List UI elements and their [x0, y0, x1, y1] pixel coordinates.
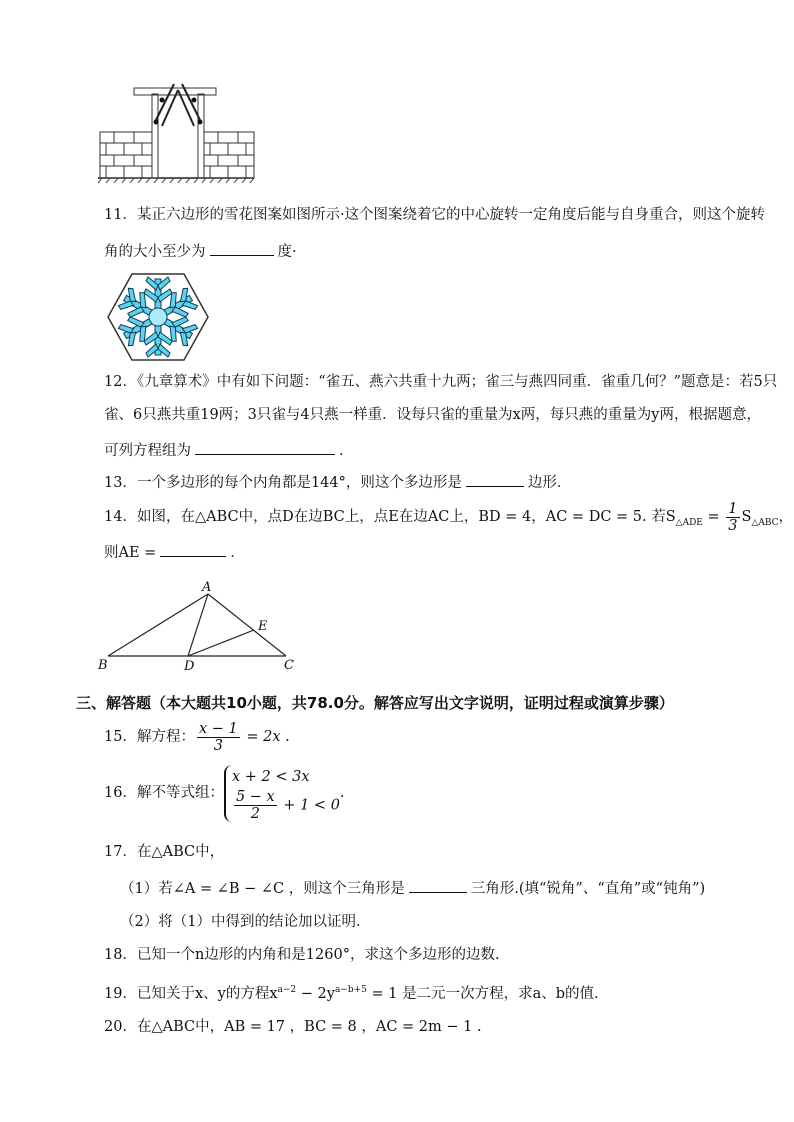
q15-denominator: 3	[213, 737, 223, 754]
question-14-comma: ，	[778, 509, 794, 525]
answer-blank-17[interactable]	[409, 876, 467, 893]
vertex-b-label: B	[98, 658, 108, 672]
question-11-line1: 11．某正六边形的雪花图案如图所示·这个图案绕着它的中心旋转一定角度后能与自身重合，则这个旋转	[104, 207, 766, 223]
exponent-y: a−b+5	[334, 985, 367, 995]
section-3-heading: 三、解答题（本大题共10小题，共78.0分。解答应写出文字说明，证明过程或演算步骤）	[76, 694, 674, 712]
snowflake-figure	[106, 272, 210, 362]
question-13-text: 13．一个多边形的每个内角都是144°，则这个多边形是	[104, 475, 462, 491]
question-11-unit: 度·	[277, 244, 297, 260]
q15-numerator: x − 1	[198, 720, 238, 737]
question-17-part1-text: （1）若∠A = ∠B − ∠C ，则这个三角形是	[120, 881, 405, 897]
question-16	[104, 760, 345, 826]
question-12-end: ．	[339, 443, 354, 459]
fraction-numerator: 1	[728, 500, 738, 517]
question-14-end: ．	[230, 545, 245, 561]
question-19-text: 19．已知关于x、y的方程x	[104, 985, 278, 1002]
question-18: 18．已知一个n边形的内角和是1260°，求这个多边形的边数.	[104, 947, 500, 963]
q16-fraction	[234, 789, 277, 822]
area-subscript-abc: △ABC	[751, 517, 779, 528]
q15-rhs: = 2x .	[241, 729, 290, 745]
question-12-line2: 雀、6只燕共重19两；3只雀与4只燕一样重．设每只雀的重量为x两，每只燕的重量为y两，根据题意，	[104, 407, 761, 423]
answer-blank-14[interactable]	[160, 540, 226, 557]
answer-blank-13[interactable]	[466, 470, 524, 487]
point-e-label: E	[258, 619, 268, 634]
question-15-text: 15．解方程：	[104, 729, 195, 745]
question-20: 20．在△ABC中，AB = 17 ，BC = 8 ，AC = 2m − 1 .	[104, 1019, 482, 1035]
side-ac	[208, 594, 286, 656]
exponent-x: a−2	[277, 985, 297, 995]
point-d-label: D	[184, 659, 195, 672]
question-17-part2: （2）将（1）中得到的结论加以证明.	[120, 914, 361, 930]
side-ab	[108, 594, 208, 656]
segment-ad	[188, 594, 208, 656]
question-12-line3	[104, 438, 354, 461]
triangle-figure	[96, 580, 308, 672]
question-15	[104, 720, 290, 754]
inequality-2	[232, 789, 340, 822]
question-17-head: 17．在△ABC中，	[104, 844, 225, 860]
q15-fraction	[197, 721, 240, 754]
question-12-text: 可列方程组为	[104, 443, 191, 459]
question-13-end: 边形．	[527, 475, 572, 491]
question-16-text: 16．解不等式组：	[104, 785, 224, 801]
area-symbol: S	[741, 509, 752, 525]
question-13	[104, 470, 571, 493]
q16-denominator: 2	[250, 805, 260, 822]
question-11-text: 角的大小至少为	[104, 244, 206, 260]
answer-blank-11[interactable]	[210, 239, 274, 256]
inequality-1: x + 2 < 3x	[231, 768, 310, 785]
q16-rhs: + 1 < 0	[278, 797, 340, 813]
question-17-part1-end: 三角形.(填“锐角”、“直角”或“钝角”)	[470, 881, 706, 897]
area-subscript-ade: △ADE	[675, 517, 703, 528]
question-11-line2	[104, 239, 297, 262]
question-14-line1	[104, 500, 793, 540]
question-16-end: .	[339, 785, 345, 801]
question-14-ask: 则AE =	[104, 545, 157, 561]
question-19	[104, 980, 599, 1004]
segment-de	[188, 630, 254, 656]
gate-figure	[96, 80, 256, 184]
q16-numerator: 5 − x	[235, 788, 275, 805]
equals-sign: =	[702, 509, 725, 525]
answer-blank-12[interactable]	[195, 438, 335, 455]
question-17-part1	[120, 876, 705, 899]
question-19-mid: − 2y	[296, 985, 335, 1002]
inequality-system	[224, 765, 340, 822]
vertex-c-label: C	[284, 658, 294, 672]
fraction-one-third	[726, 501, 739, 534]
vertex-a-label: A	[202, 580, 212, 595]
question-12-line1: 12．《九章算术》中有如下问题：“雀五、燕六共重十九两；雀三与燕四同重．雀重几何？”题意是：若5只	[104, 374, 778, 390]
question-14-line2	[104, 540, 245, 563]
fraction-denominator: 3	[728, 517, 738, 534]
question-19-end: = 1 是二元一次方程，求a、b的值.	[366, 985, 599, 1002]
question-14-text: 14．如图，在△ABC中，点D在边BC上，点E在边AC上，BD = 4，AC = DC = 5. 若S	[104, 509, 676, 525]
